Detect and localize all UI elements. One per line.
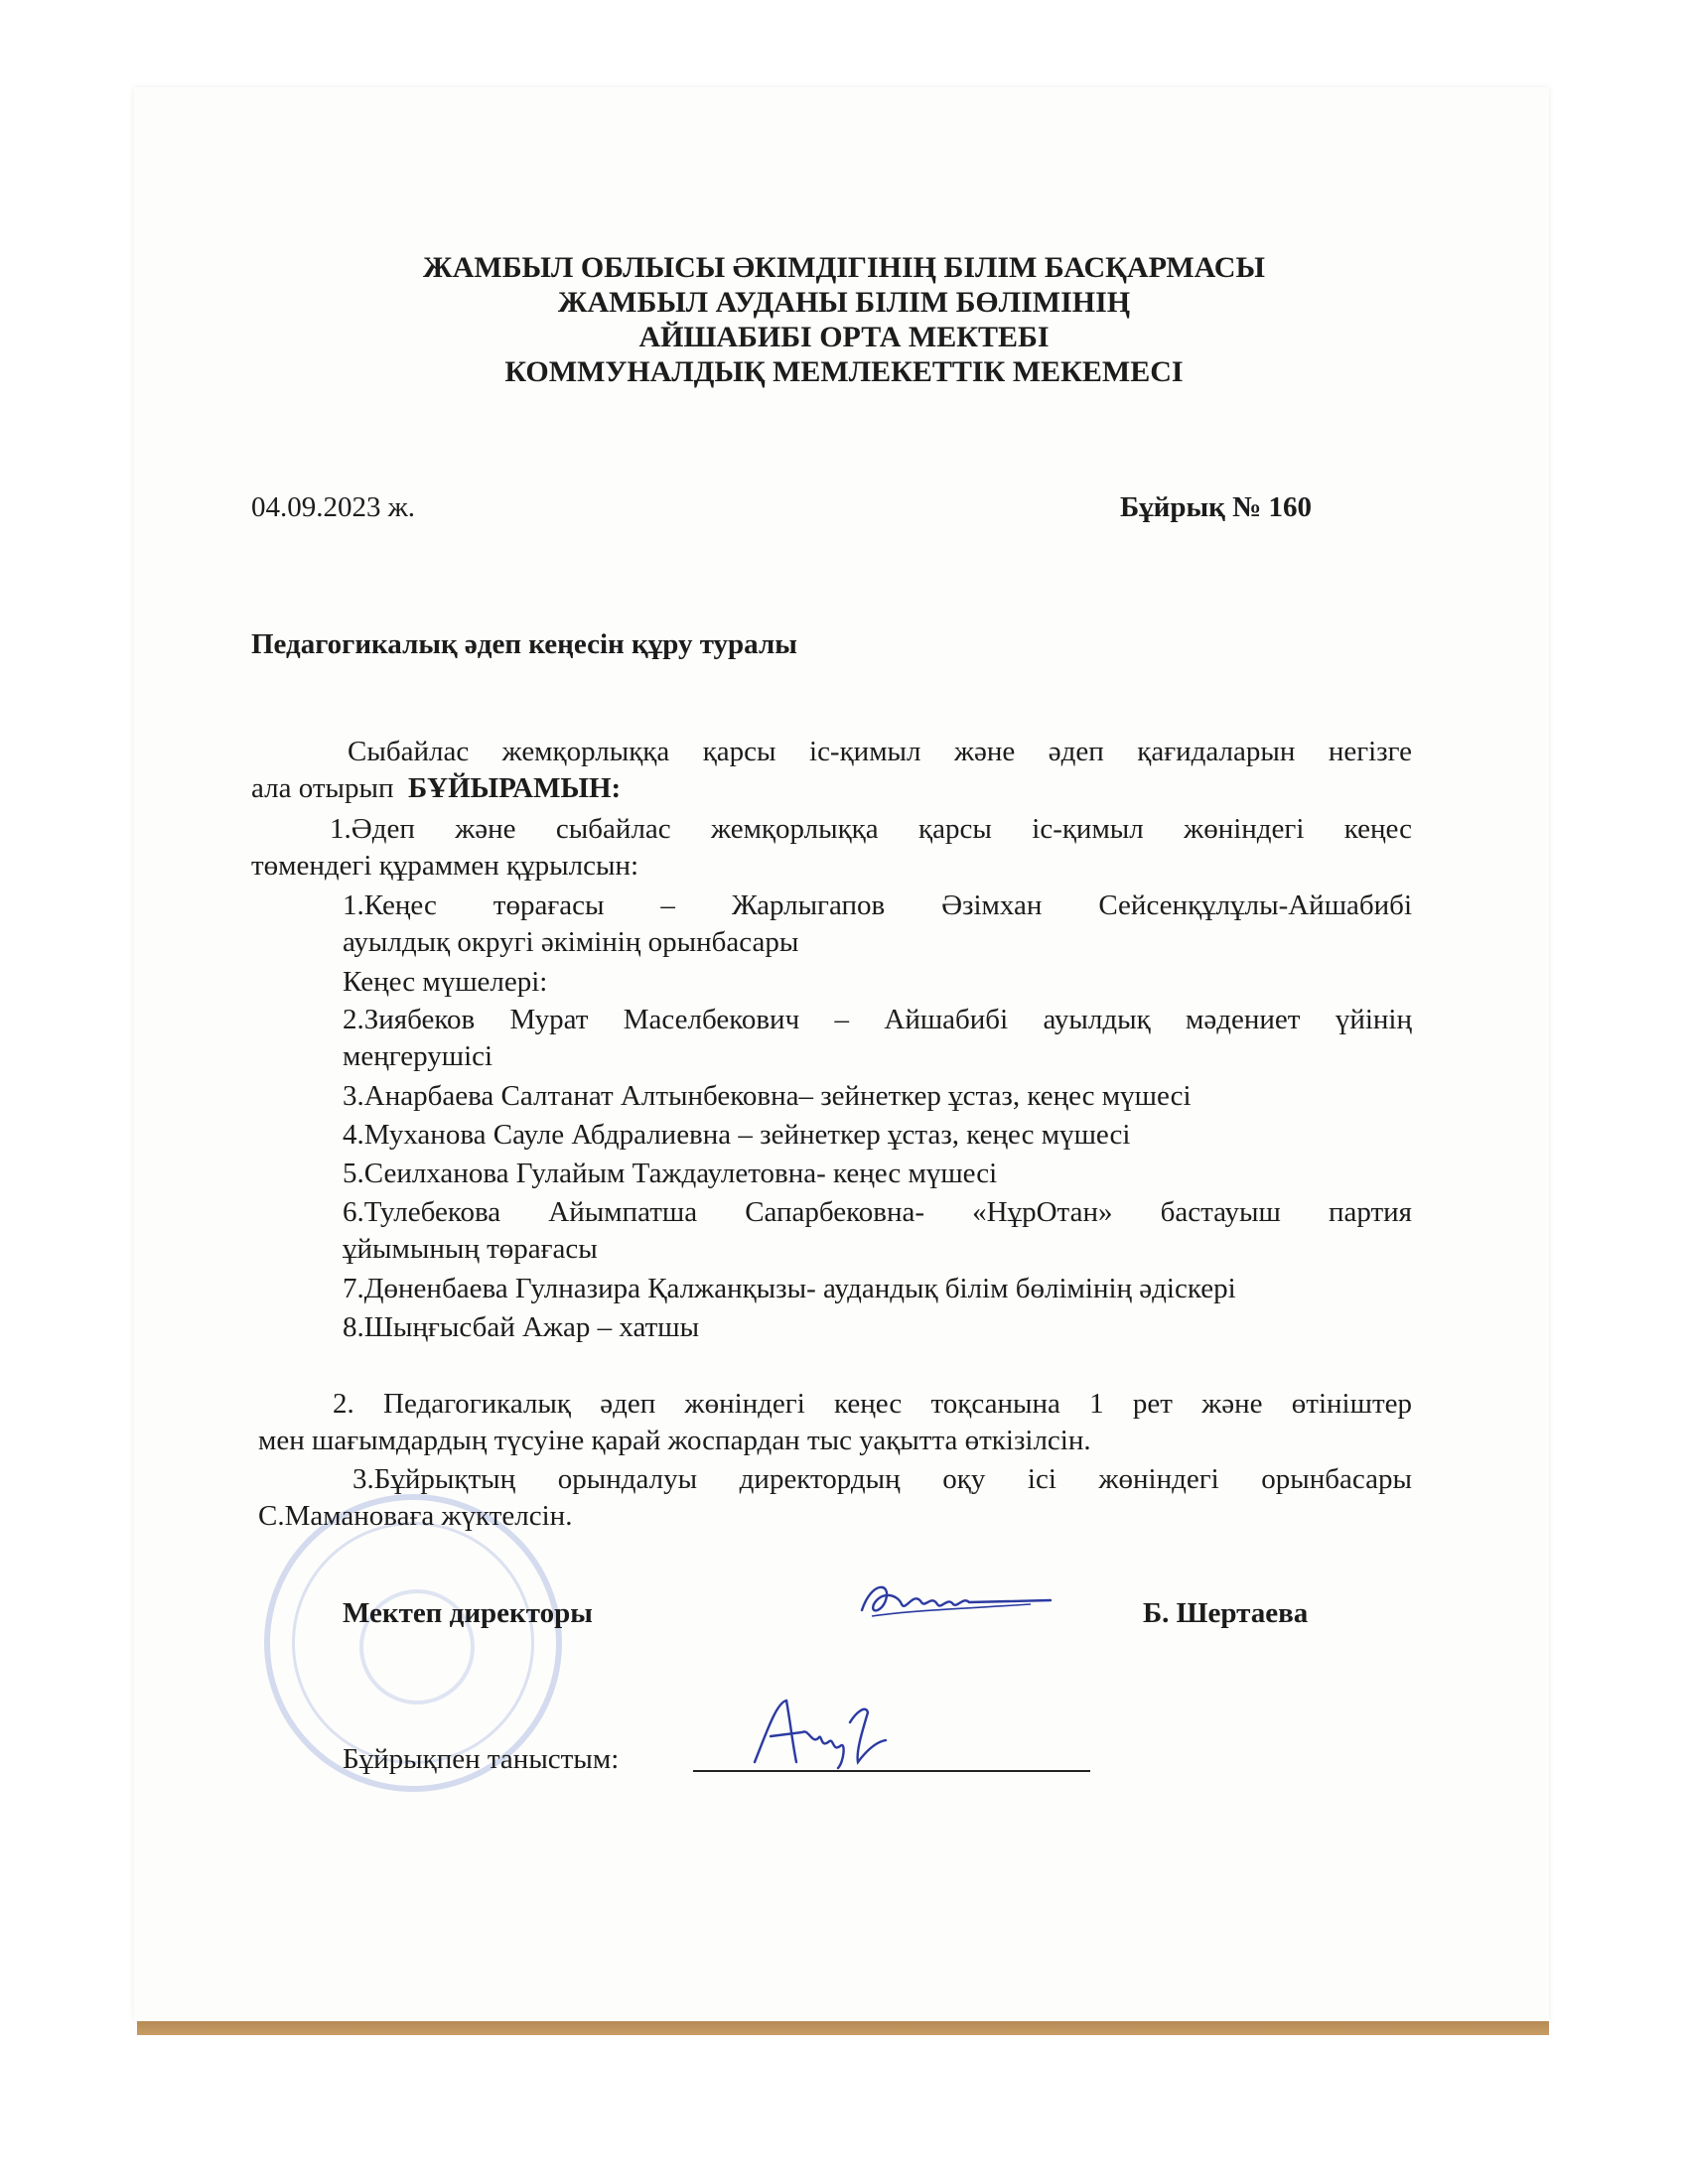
director-name: Б. Шертаева bbox=[1143, 1597, 1309, 1629]
order-verb: БҰЙЫРАМЫН: bbox=[408, 772, 622, 804]
director-signature bbox=[852, 1570, 1060, 1630]
member-1-line-2: ауылдық округі әкімінің орынбасары bbox=[343, 926, 799, 958]
header-line-2: ЖАМБЫЛ АУДАНЫ БІЛІМ БӨЛІМІНІҢ bbox=[557, 286, 1131, 319]
item-3-line-2: С.Мамановаға жүктелсін. bbox=[258, 1500, 573, 1532]
acknowledgement-label: Бұйрықпен таныстым: bbox=[343, 1743, 620, 1775]
header-line-4: КОММУНАЛДЫҚ МЕМЛЕКЕТТІК МЕКЕМЕСІ bbox=[504, 355, 1184, 388]
member-3: 3.Анарбаева Салтанат Алтынбековна– зейнеткер ұстаз, кеңес мүшесі bbox=[343, 1080, 1192, 1112]
item-2-line-1: 2. Педагогикалық әдеп жөніндегі кеңес тоқсанына 1 рет және өтініштер bbox=[333, 1388, 1412, 1420]
preamble-line-2 bbox=[251, 771, 621, 805]
institution-header bbox=[0, 250, 1688, 389]
header-line-1: ЖАМБЫЛ ОБЛЫСЫ ӘКІМДІГІНІҢ БІЛІМ БАСҚАРМАСЫ bbox=[423, 251, 1265, 284]
preamble-text: ала отырып bbox=[251, 772, 394, 804]
order-title: Педагогикалық әдеп кеңесін құру туралы bbox=[251, 628, 797, 660]
acknowledgement-signature bbox=[747, 1693, 896, 1772]
header-line-3: АЙШАБИБІ ОРТА МЕКТЕБІ bbox=[638, 321, 1050, 353]
member-7: 7.Дөненбаева Гулназира Қалжанқызы- аудандық білім бөлімінің әдіскері bbox=[343, 1273, 1236, 1304]
item-2-line-2: мен шағымдардың түсуіне қарай жоспардан тыс уақытта өткізілсін. bbox=[258, 1425, 1091, 1456]
order-date: 04.09.2023 ж. bbox=[251, 491, 416, 523]
director-label: Мектеп директоры bbox=[343, 1597, 593, 1629]
item-3-line-1: 3.Бұйрықтың орындалуы директордың оқу ісі жөніндегі орынбасары bbox=[352, 1463, 1412, 1495]
item-1-line-2: төмендегі құраммен құрылсын: bbox=[251, 850, 639, 882]
member-5: 5.Сеилханова Гулайым Таждаулетовна- кеңес мүшесі bbox=[343, 1158, 998, 1189]
order-number: Бұйрық № 160 bbox=[1120, 491, 1313, 523]
preamble-line-1: Сыбайлас жемқорлыққа қарсы іс-қимыл және әдеп қағидаларын негізге bbox=[348, 736, 1412, 767]
member-6-line-1: 6.Тулебекова Айымпатша Сапарбековна- «НұрОтан» бастауыш партия bbox=[343, 1196, 1412, 1228]
item-1-line-1: 1.Әдеп және сыбайлас жемқорлыққа қарсы іс-қимыл жөніндегі кеңес bbox=[330, 813, 1412, 845]
table-edge bbox=[137, 2021, 1549, 2035]
member-8: 8.Шыңғысбай Ажар – хатшы bbox=[343, 1311, 700, 1343]
member-2-line-1: 2.Зиябеков Мурат Маселбекович – Айшабибі ауылдық мәдениет үйінің bbox=[343, 1004, 1412, 1035]
members-heading: Кеңес мүшелері: bbox=[343, 966, 548, 998]
member-4: 4.Муханова Сауле Абдралиевна – зейнеткер ұстаз, кеңес мүшесі bbox=[343, 1119, 1131, 1151]
member-6-line-2: ұйымының төрағасы bbox=[343, 1233, 598, 1265]
member-1-line-1: 1.Кеңес төрағасы – Жарлыгапов Әзімхан Сейсенқұлұлы-Айшабибі bbox=[343, 889, 1412, 921]
member-2-line-2: меңгерушісі bbox=[343, 1040, 493, 1072]
